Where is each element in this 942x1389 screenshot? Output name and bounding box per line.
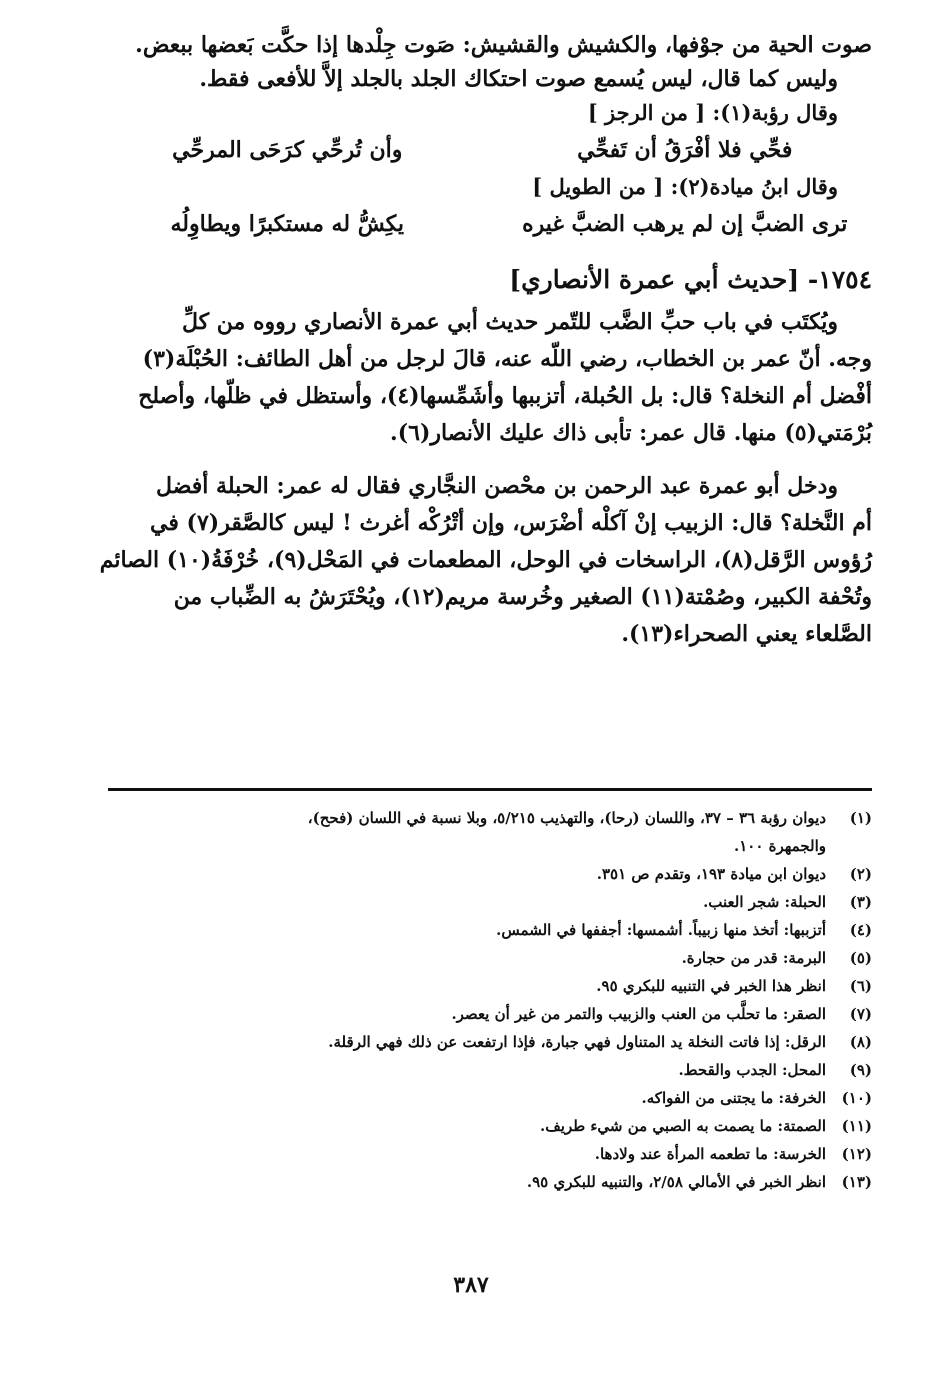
footnote [108, 916, 872, 944]
main-text [99, 28, 872, 653]
verse-first-hemistich: فحِّي فلا أفْرَقُ أن تَفحِّي [577, 137, 793, 163]
footnote-number: (٩) [849, 1061, 872, 1079]
footnote-text: الخرسة: ما تطعمه المرأة عند ولادها. [594, 1145, 826, 1163]
text-line: ويُكتَب في باب حبِّ الضَّب للتّمر حديث أبي عمرة الأنصاري رووه من كلِّ [181, 309, 838, 335]
footnote-text: الحبلة: شجر العنب. [703, 893, 826, 911]
footnote-number: (٤) [849, 921, 872, 939]
footnote-number: (١) [849, 809, 872, 827]
verse-second-hemistich: وأن تُرحِّي كرَحَى المرحِّي [172, 137, 403, 163]
footnote-number: (٣) [849, 893, 872, 911]
footnote-text: الصمتة: ما يصمت به الصبي من شيء طريف. [540, 1117, 826, 1135]
footnote-text: البرمة: قدر من حجارة. [681, 949, 826, 967]
footnote-text: الصقر: ما تحلَّب من العنب والزبيب والتمر من غير أن يعصر. [451, 1005, 826, 1023]
footnote-number: (١٢) [841, 1145, 872, 1163]
text-line: وتُحْفة الكبير، وصُمْتة(١١) الصغير وخُرسة مريم(١٢)، ويُحْتَرَشُ به الضِّباب من [173, 584, 872, 610]
footnote [108, 1140, 872, 1168]
footnote-number: (١٠) [841, 1089, 872, 1107]
text-line: أم النَّخلة؟ قال: الزبيب إنْ آكلْه أضْرَس، وإن أتْرُكْه أغرث ! ليس كالصَّقر(٧) في [150, 510, 872, 536]
footnote-text: الخرفة: ما يجتنى من الفواكه. [641, 1089, 826, 1107]
verse-first-hemistich: ترى الضبَّ إن لم يرهب الضبَّ غيره [522, 211, 848, 237]
paragraph [108, 304, 872, 452]
text-line: بُرْمَتي(٥) منها. قال عمر: تأبى ذاك عليك الأنصار(٦). [390, 420, 872, 446]
footnote-separator [108, 788, 872, 791]
footnote [108, 1168, 872, 1196]
verse-line [108, 204, 872, 244]
footnote-text: المحل: الجدب والقحط. [678, 1061, 826, 1079]
footnote [108, 1000, 872, 1028]
verse-intro: وقال رؤبة(١): [ من الرجز ] [587, 100, 838, 125]
footnote [108, 972, 872, 1000]
page-number: ٣٨٧ [453, 1272, 489, 1298]
footnote-text: انظر الخبر في الأمالي ٢/٥٨، والتنبيه للبكري ٩٥. [526, 1173, 826, 1191]
footnote-text: انظر هذا الخبر في التنبيه للبكري ٩٥. [596, 977, 826, 995]
text-line: وجه. أنّ عمر بن الخطاب، رضي اللّه عنه، قالَ لرجل من أهل الطائف: الحُبْلَة(٣) [142, 346, 872, 372]
footnotes [108, 804, 872, 1196]
text-line: وليس كما قال، ليس يُسمع صوت احتكاك الجلد بالجلد إلاَّ للأفعى فقط. [199, 66, 838, 92]
footnote [108, 1112, 872, 1140]
footnote-number: (٨) [849, 1033, 872, 1051]
footnote [108, 944, 872, 972]
footnote [108, 1084, 872, 1112]
footnote-text: الرقل: إذا فاتت النخلة يد المتناول فهي جبارة، فإذا ارتفعت عن ذلك فهي الرقلة. [328, 1033, 826, 1051]
footnote-number: (٢) [849, 865, 872, 883]
footnote-text: ديوان ابن ميادة ١٩٣، وتقدم ص ٣٥١. [596, 865, 826, 883]
verse-second-hemistich: يكِشُّ له مستكبرًا ويطاوِلُه [170, 211, 405, 237]
text-line: رُؤوس الرَّقل(٨)، الراسخات في الوحل، المطعمات في المَحْل(٩)، خُرْفَةُ(١٠) الصائم [99, 547, 872, 573]
text-line: أفْضل أم النخلة؟ قال: بل الحُبلة، أتزببها وأشَمِّسها(٤)، وأستظل في ظلّها، وأصلح [138, 383, 872, 409]
paragraph [99, 468, 872, 653]
text-line: الصَّلعاء يعني الصحراء(١٣). [621, 621, 872, 647]
verse-line [108, 130, 872, 170]
footnote [108, 888, 872, 916]
footnote-number: (٥) [849, 949, 872, 967]
text-line: ودخل أبو عمرة عبد الرحمن بن محْصن النجَّاري فقال له عمر: الحبلة أفضل [156, 473, 838, 499]
footnote-text: ديوان رؤبة ٣٦ – ٣٧، واللسان (رحا)، والتهذيب ٥/٢١٥، وبلا نسبة في اللسان (فحح)، [307, 809, 826, 827]
footnote-text: أتزببها: أتخذ منها زبيباً. أشمسها: أجففها في الشمس. [496, 921, 826, 939]
verse-intro: وقال ابنُ ميادة(٢): [ من الطويل ] [532, 174, 838, 199]
footnote [108, 1028, 872, 1056]
footnote-number: (١١) [841, 1117, 872, 1135]
text-line: صوت الحية من جوْفها، والكشيش والقشيش: صَوت جِلْدها إذا حكَّت بَعضها ببعض. [135, 32, 872, 58]
footnote-number: (٧) [849, 1005, 872, 1023]
footnote [108, 860, 872, 888]
footnote [108, 1056, 872, 1084]
footnote-continuation: والجمهرة ١٠٠. [733, 837, 826, 855]
footnote-number: (٦) [849, 977, 872, 995]
footnote [108, 804, 872, 832]
section-heading: ١٧٥٤- [حديث أبي عمرة الأنصاري] [509, 265, 872, 294]
footnote-number: (١٣) [841, 1173, 872, 1191]
